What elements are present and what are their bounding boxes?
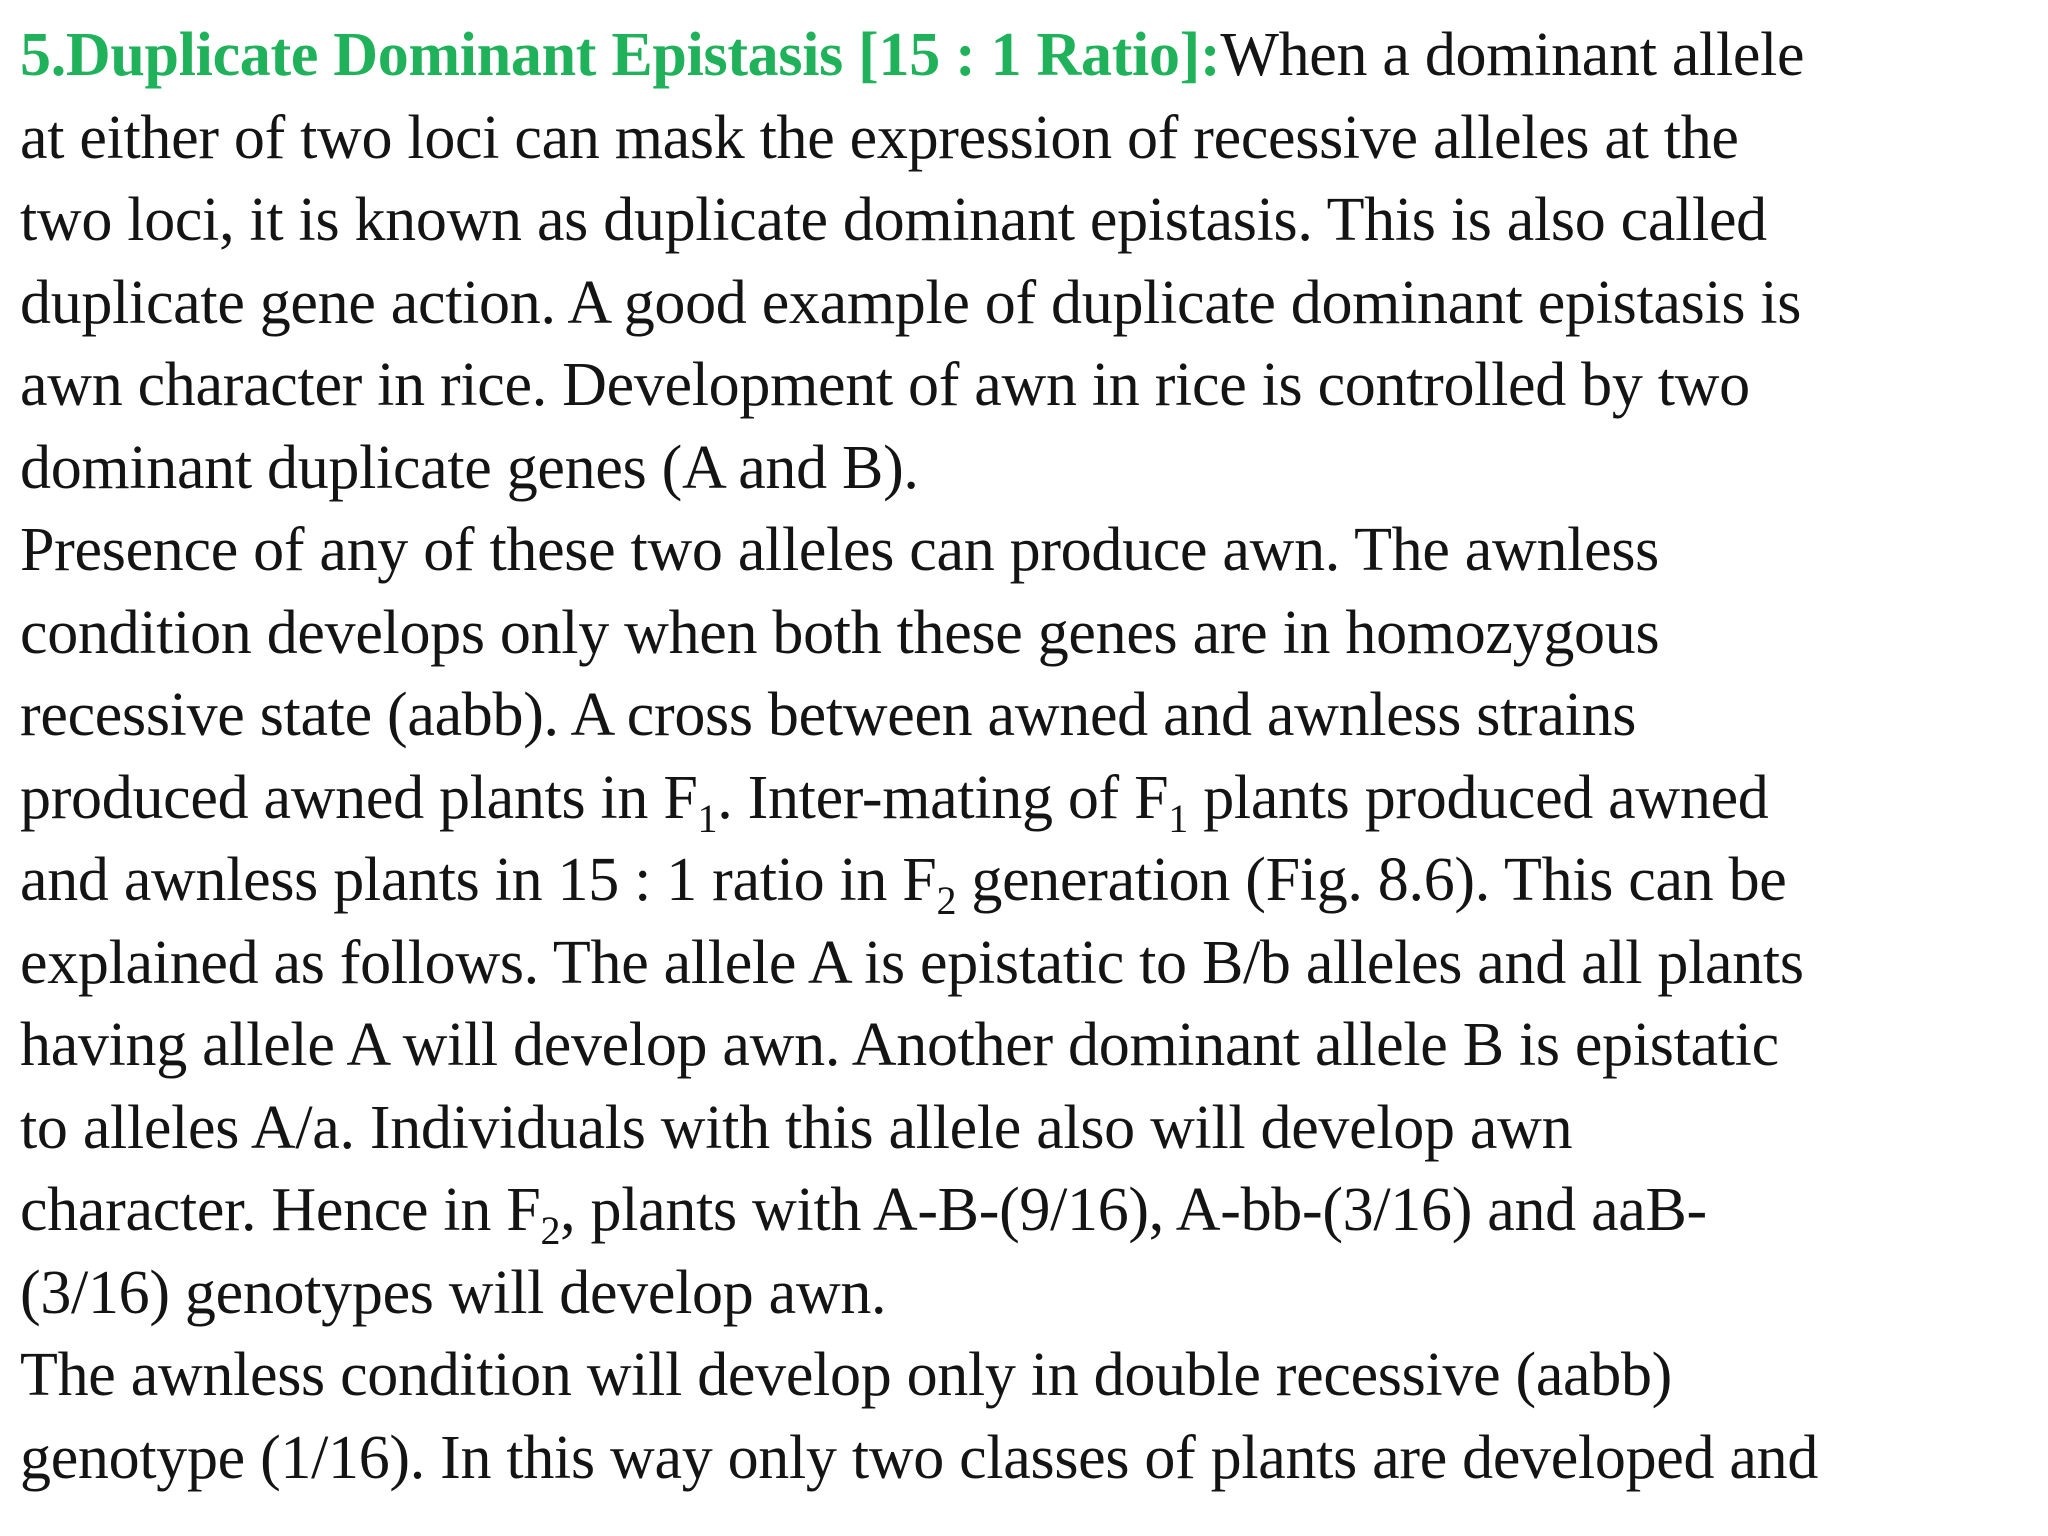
text-line-5: awn character in rice. Development of awn in rice is controlled by two — [20, 351, 1750, 419]
line-15-part-a: character. Hence in F — [20, 1176, 541, 1244]
line-1-text: When a dominant allele — [1220, 21, 1805, 89]
text-line-7: Presence of any of these two alleles can produce awn. The awnless — [20, 516, 1659, 584]
subscript-1b: 1 — [1168, 795, 1188, 841]
text-line-6: dominant duplicate genes (A and B). — [20, 433, 919, 502]
text-line-13: having allele A will develop awn. Another dominant allele B is epistatic — [20, 1011, 1779, 1079]
text-line-8: condition develops only when both these genes are in homozygous — [20, 598, 1660, 667]
section-heading: 5.Duplicate Dominant Epistasis [15 : 1 Ratio]: — [20, 21, 1221, 89]
text-line-18: genotype (1/16). In this way only two classes of plants are developed and — [20, 1423, 1819, 1492]
text-line-1 — [20, 14, 2030, 97]
text-line-14: to alleles A/a. Individuals with this allele also will develop awn — [20, 1093, 1573, 1162]
subscript-2b: 2 — [540, 1208, 561, 1253]
line-11-part-a: and awnless plants in 15 : 1 ratio in F — [20, 846, 937, 914]
epistasis-paragraph — [20, 14, 2030, 1499]
text-line-17: The awnless condition will develop only in double recessive (aabb) — [20, 1341, 1673, 1409]
subscript-1: 1 — [697, 795, 718, 841]
line-10-part-a: produced awned plants in F — [20, 763, 698, 832]
subscript-2: 2 — [936, 878, 957, 923]
text-line-3: two loci, it is known as duplicate dominant epistasis. This is also called — [20, 186, 1767, 254]
line-10-part-c: plants produced awned — [1188, 763, 1769, 832]
text-line-16: (3/16) genotypes will develop awn. — [20, 1258, 887, 1327]
text-line-12: explained as follows. The allele A is epistatic to B/b alleles and all plants — [20, 928, 1804, 997]
text-line-10 — [20, 757, 2030, 840]
text-line-11 — [20, 839, 2030, 922]
text-line-2: at either of two loci can mask the expression of recessive alleles at the — [20, 103, 1739, 172]
line-10-part-b: . Inter-mating of F — [717, 763, 1169, 832]
text-line-15 — [20, 1169, 2030, 1252]
line-11-part-b: generation (Fig. 8.6). This can be — [956, 846, 1787, 914]
text-line-4: duplicate gene action. A good example of duplicate dominant epistasis is — [20, 268, 1802, 337]
text-line-9: recessive state (aabb). A cross between awned and awnless strains — [20, 681, 1637, 749]
line-15-part-b: , plants with A-B-(9/16), A-bb-(3/16) and aaB- — [560, 1176, 1707, 1244]
